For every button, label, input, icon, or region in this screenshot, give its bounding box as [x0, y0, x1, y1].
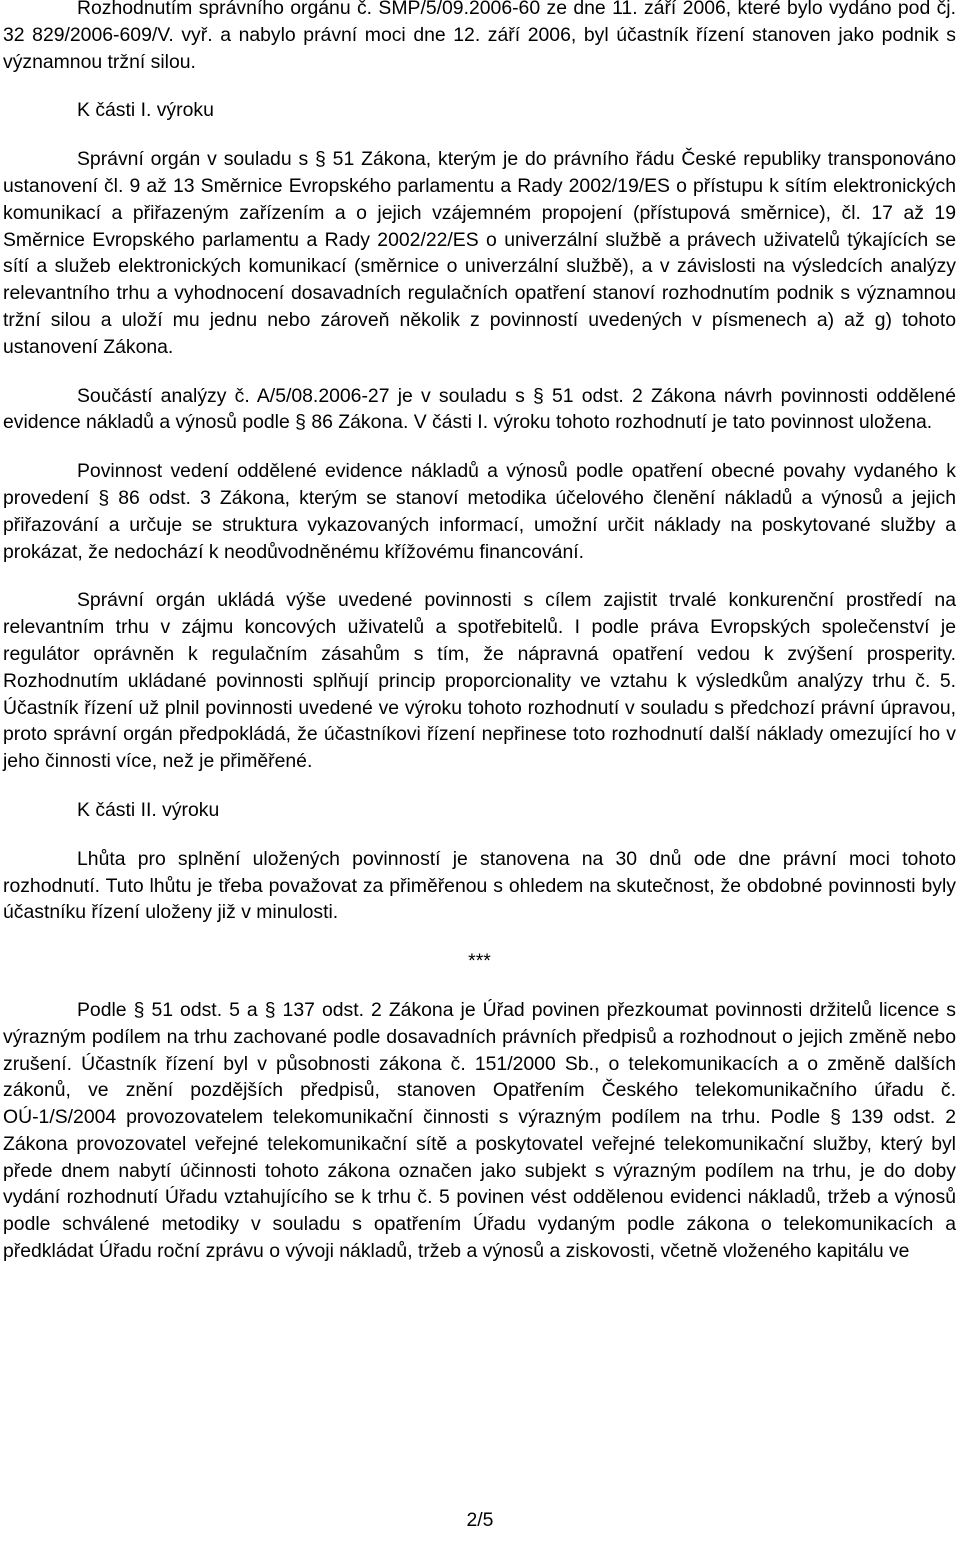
paragraph-deadline: Lhůta pro splnění uložených povinností je stanovena na 30 dnů ode dne právní moci tohoto rozhodnutí. Tuto lhůtu je třeba považovat za přiměřenou s ohledem na skutečnost, že obdobné povinnosti byly účastníku řízení uloženy již v minulosti. — [3, 847, 956, 924]
paragraph-legal-basis: Správní orgán v souladu s § 51 Zákona, kterým je do právního řádu České republiky transponováno ustanovení čl. 9 až 13 Směrnice Evropského parlamentu a Rady 2002/19/ES o přístupu k sítím elektronických komunikací a přiřazeným zařízením a o jejich vzájemném propojení (přístupová směrnice), čl. 17 až 19 Směrnice Evropského parlamentu a Rady 2002/22/ES o univerzální službě a právech uživatelů týkajících se sítí a služeb elektronických komunikací (směrnice o univerzální službě), a v závislosti na výsledcích analýzy relevantního trhu a vyhodnocení dosavadních regulačních opatření stanoví rozhodnutím podnik s významnou tržní silou a uloží mu jednu nebo zároveň několik z povinností uvedených v písmenech a) až g) tohoto ustanovení Zákona. — [3, 148, 956, 358]
section-heading-part-1: K části I. výroku — [77, 99, 214, 122]
paragraph-objectives: Správní orgán ukládá výše uvedené povinnosti s cílem zajistit trvalé konkurenční prostředí na relevantním trhu v zájmu koncových uživatelů a spotřebitelů. I podle práva Evropských společenství je regulátor oprávněn k regulačním zásahům s tím, že nápravná opatření vedou k zvýšení prosperity. Rozhodnutím ukládané povinnosti splňují princip proporcionality ve vztahu k výsledkům analýzy trhu č. 5. Účastník řízení už plnil povinnosti uvedené ve výroku tohoto rozhodnutí v souladu s předchozí právní úpravou, proto správní orgán předpokládá, že účastníkovi řízení nepřinese toto rozhodnutí další náklady omezující ho v jeho činnosti více, než je přiměřené. — [3, 589, 956, 773]
paragraph-cost-accounting: Povinnost vedení oddělené evidence nákladů a výnosů podle opatření obecné povahy vydaného k provedení § 86 odst. 3 Zákona, kterým se stanoví metodika účelového členění nákladů a výnosů a jejich přiřazování a určuje se struktura vykazovaných informací, umožní určit náklady na poskytované služby a prokázat, že nedochází k neodůvodněnému křížovému financování. — [3, 460, 956, 563]
section-separator: *** — [468, 950, 491, 973]
section-heading-part-2: K části II. výroku — [77, 798, 220, 821]
paragraph-decision-reference: Rozhodnutím správního orgánu č. SMP/5/09.2006-60 ze dne 11. září 2006, které bylo vydáno pod čj. 32 829/2006-609/V. vyř. a nabylo právní moci dne 12. září 2006, byl účastník řízení stanoven jako podnik s významnou tržní silou. — [3, 0, 956, 73]
page-number: 2/5 — [466, 1509, 494, 1531]
paragraph-review-obligations: Podle § 51 odst. 5 a § 137 odst. 2 Zákona je Úřad povinen přezkoumat povinnosti držitelů licence s výrazným podílem na trhu zachované podle dosavadních právních předpisů a rozhodnout o jejich změně nebo zrušení. Účastník řízení byl v působnosti zákona č. 151/2000 Sb., o telekomunikacích a o změně dalších zákonů, ve znění pozdějších předpisů, stanoven Opatřením Českého telekomunikačního úřadu č. OÚ-1/S/2004 provozovatelem telekomunikační činnosti s výrazným podílem na trhu. Podle § 139 odst. 2 Zákona provozovatel veřejné telekomunikační sítě a poskytovatel veřejné telekomunikační služby, který byl přede dnem nabytí účinnosti tohoto zákona označen jako subjekt s výrazným podílem na trhu, je do doby vydání rozhodnutí Úřadu vztahujícího se k trhu č. 5 povinen vést oddělenou evidenci nákladů, tržeb a výnosů podle schválené metodiky v souladu s opatřením Úřadu vydaným podle zákona o telekomunikacích a předkládat Úřadu roční zprávu o vývoji nákladů, tržeb a výnosů a ziskovosti, včetně vloženého kapitálu ve — [3, 998, 956, 1263]
paragraph-analysis: Součástí analýzy č. A/5/08.2006-27 je v souladu s § 51 odst. 2 Zákona návrh povinnosti oddělené evidence nákladů a výnosů podle § 86 Zákona. V části I. výroku tohoto rozhodnutí je tato povinnost uložena. — [3, 384, 956, 434]
